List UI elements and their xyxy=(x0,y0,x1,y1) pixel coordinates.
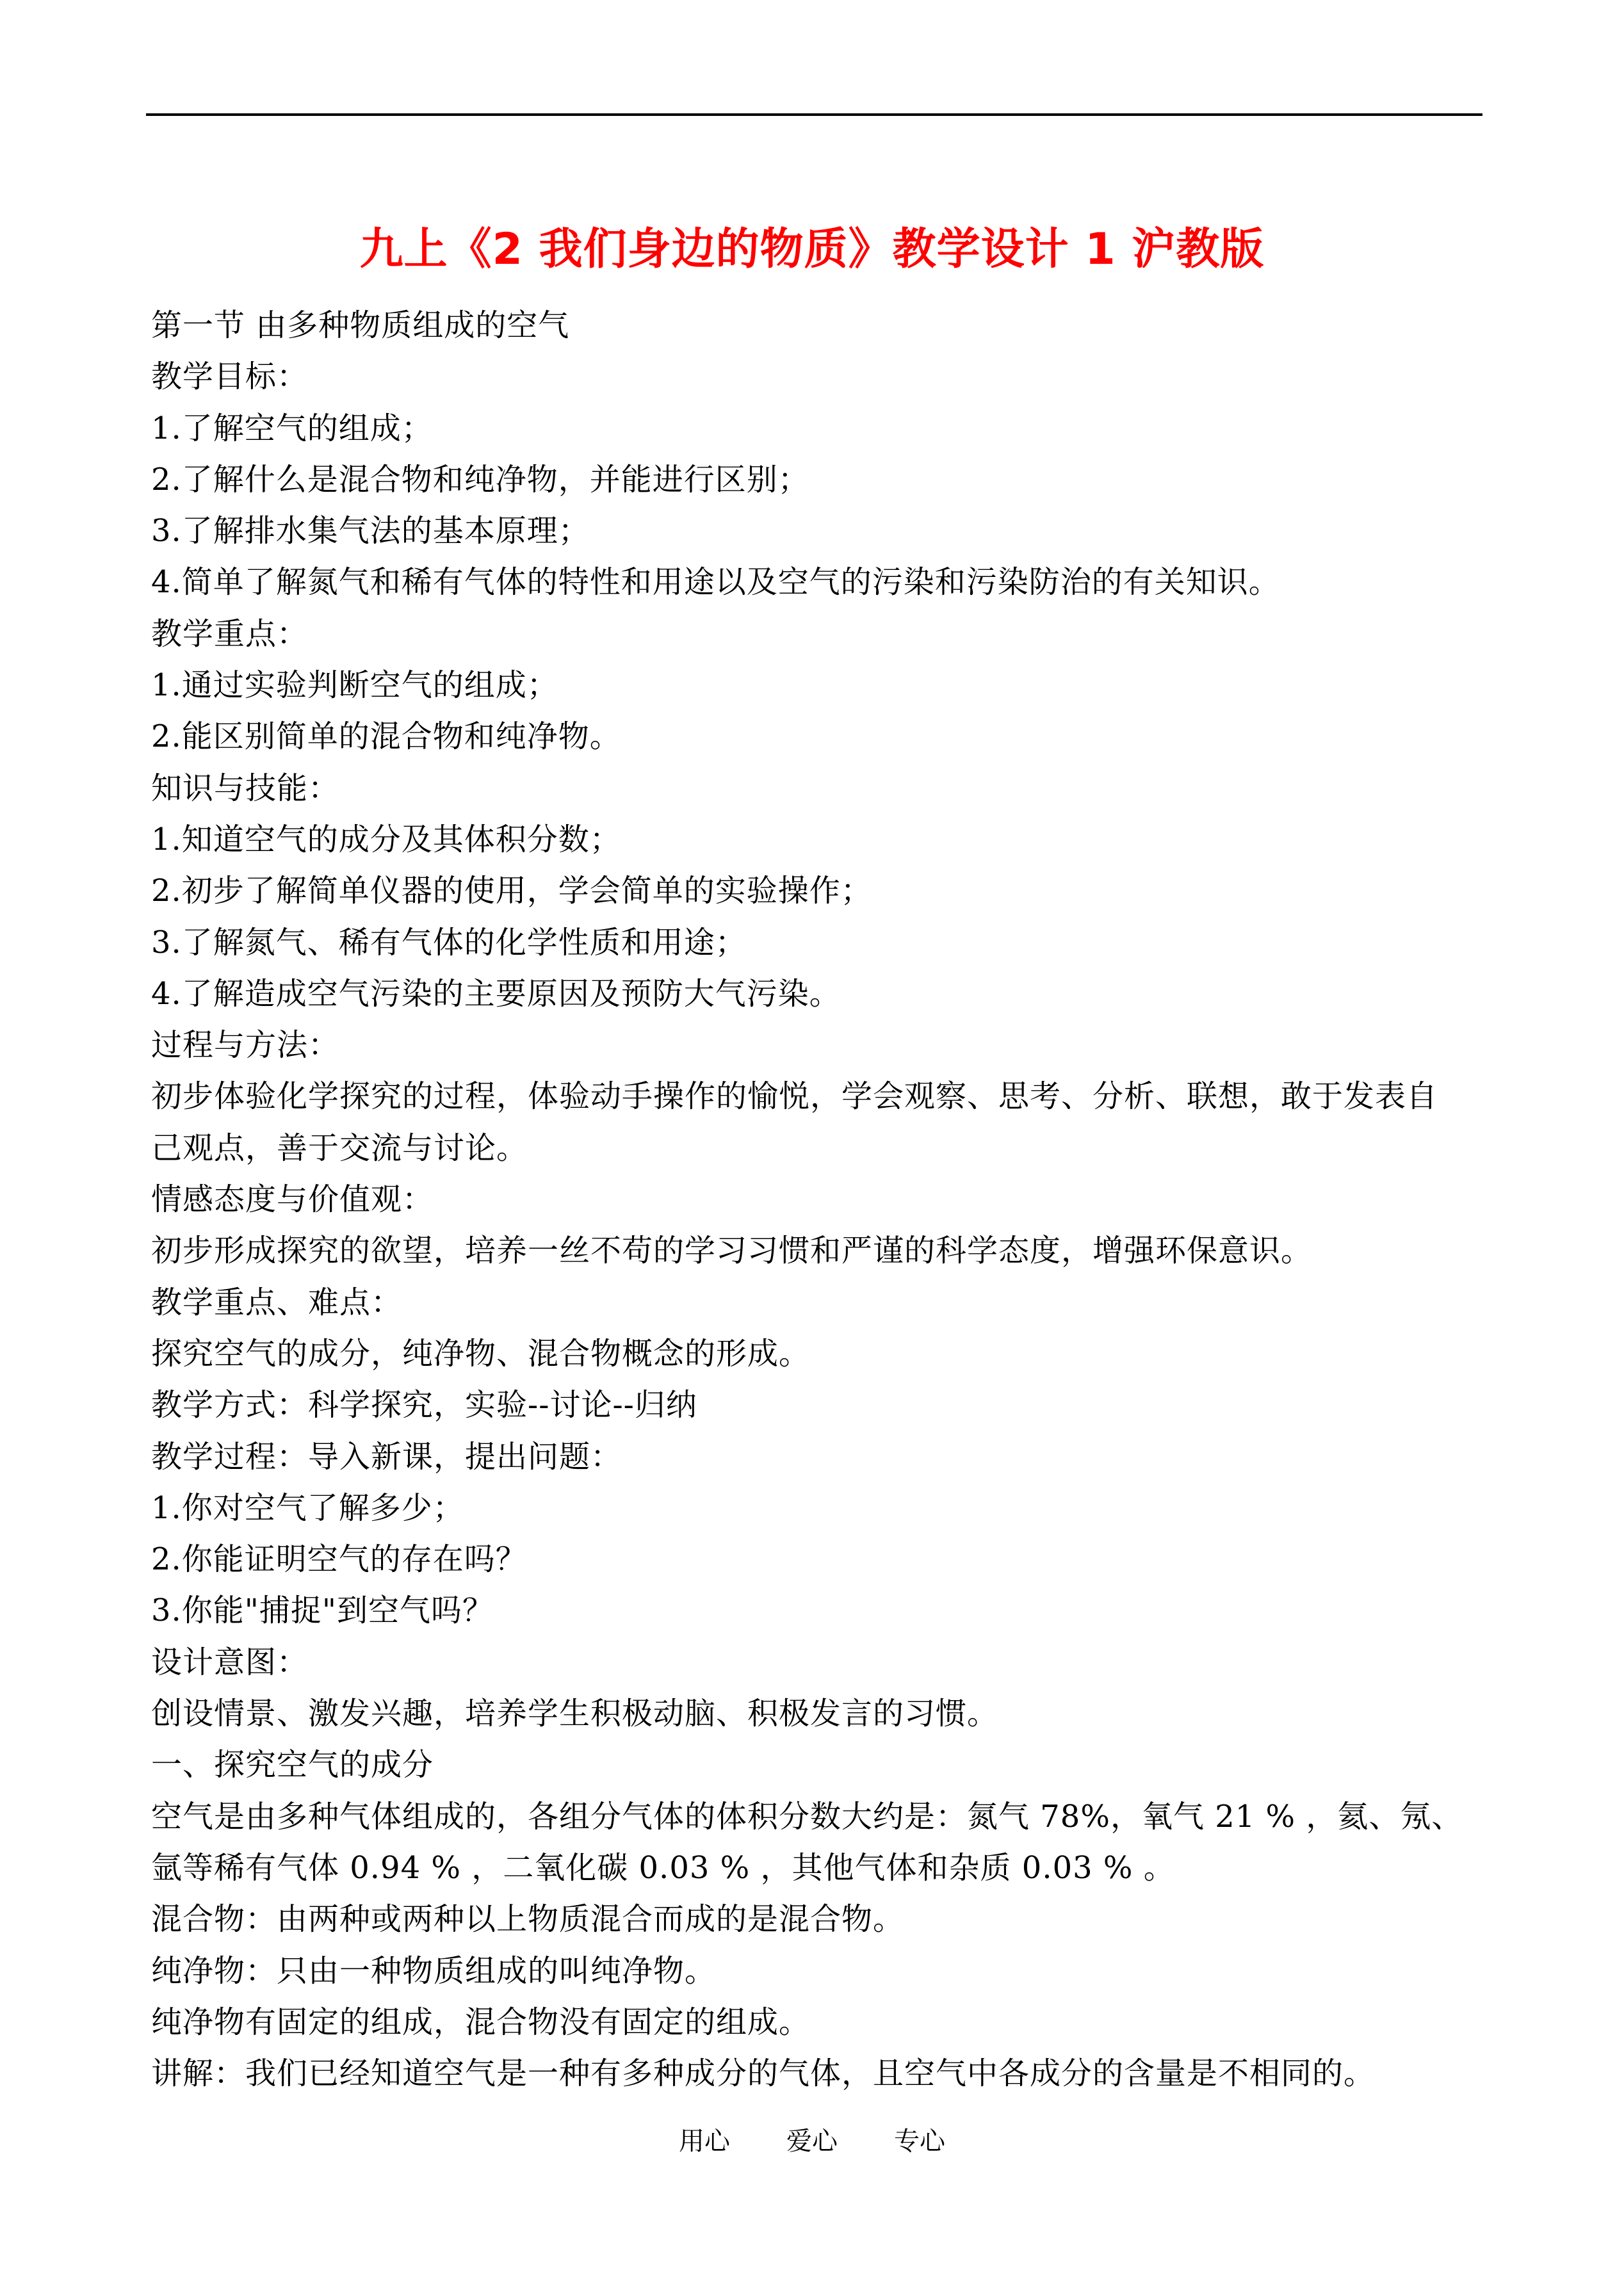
text-line: 4.简单了解氮气和稀有气体的特性和用途以及空气的污染和污染防治的有关知识。 xyxy=(151,564,1280,601)
text-line: 3.你能"捕捉"到空气吗？ xyxy=(151,1593,494,1629)
text-line: 纯净物有固定的组成，混合物没有固定的组成。 xyxy=(151,2004,811,2040)
text-line: 3.了解排水集气法的基本原理； xyxy=(151,513,590,549)
text-line: 设计意图： xyxy=(151,1644,309,1680)
text-line: 1.知道空气的成分及其体积分数； xyxy=(151,821,621,857)
text-line: 探究空气的成分，纯净物、混合物概念的形成。 xyxy=(151,1335,811,1372)
text-line: 创设情景、激发兴趣，培养学生积极动脑、积极发言的习惯。 xyxy=(151,1696,999,1732)
text-line: 教学目标： xyxy=(151,359,309,395)
header-rule xyxy=(146,113,1482,116)
text-line: 教学重点、难点： xyxy=(151,1284,403,1320)
text-line: 教学重点： xyxy=(151,615,309,652)
text-line: 第一节 由多种物质组成的空气 xyxy=(151,307,570,343)
text-line: 过程与方法： xyxy=(151,1027,340,1064)
text-line: 2.你能证明空气的存在吗？ xyxy=(151,1541,527,1578)
text-line: 讲解：我们已经知道空气是一种有多种成分的气体，且空气中各成分的含量是不相同的。 xyxy=(151,2056,1376,2092)
footer-motto-item: 用心 xyxy=(679,2127,730,2156)
text-line: 一、探究空气的成分 xyxy=(151,1747,434,1783)
document-body xyxy=(151,300,1515,2099)
text-line: 情感态度与价值观： xyxy=(151,1181,434,1218)
text-line: 1.通过实验判断空气的组成； xyxy=(151,667,558,704)
text-line: 1.了解空气的组成； xyxy=(151,410,433,446)
text-line: 初步体验化学探究的过程，体验动手操作的愉悦，学会观察、思考、分析、联想，敢于发表自 xyxy=(151,1078,1438,1115)
text-line: 2.了解什么是混合物和纯净物，并能进行区别； xyxy=(151,461,809,498)
text-line: 教学过程：导入新课，提出问题： xyxy=(151,1438,622,1475)
document-title: 九上《2 我们身边的物质》教学设计 1 沪教版 xyxy=(359,224,1265,275)
text-line: 2.初步了解简单仪器的使用，学会简单的实验操作； xyxy=(151,873,872,909)
text-line: 混合物：由两种或两种以上物质混合而成的是混合物。 xyxy=(151,1901,905,1938)
text-line: 1.你对空气了解多少； xyxy=(151,1489,464,1526)
text-line: 知识与技能： xyxy=(151,770,340,806)
text-line: 3.了解氮气、稀有气体的化学性质和用途； xyxy=(151,924,747,961)
text-line: 教学方式：科学探究，实验--讨论--归纳 xyxy=(151,1387,697,1423)
text-line: 初步形成探究的欲望，培养一丝不苟的学习习惯和严谨的科学态度，增强环保意识。 xyxy=(151,1233,1313,1269)
page-footer xyxy=(0,2123,1624,2159)
text-line: 2.能区别简单的混合物和纯净物。 xyxy=(151,718,621,755)
text-line: 4.了解造成空气污染的主要原因及预防大气污染。 xyxy=(151,975,841,1012)
text-line: 己观点，善于交流与讨论。 xyxy=(151,1130,528,1166)
text-line: 纯净物：只由一种物质组成的叫纯净物。 xyxy=(151,1952,717,1989)
text-line: 空气是由多种气体组成的，各组分气体的体积分数大约是：氮气 78%，氧气 21 % ，氦、氖、 xyxy=(151,1798,1463,1835)
footer-motto-item: 专心 xyxy=(894,2127,945,2156)
text-line: 氩等稀有气体 0.94 % ，二氧化碳 0.03 % ，其他气体和杂质 0.03 % 。 xyxy=(151,1849,1175,1886)
footer-motto-item: 爱心 xyxy=(786,2127,838,2156)
